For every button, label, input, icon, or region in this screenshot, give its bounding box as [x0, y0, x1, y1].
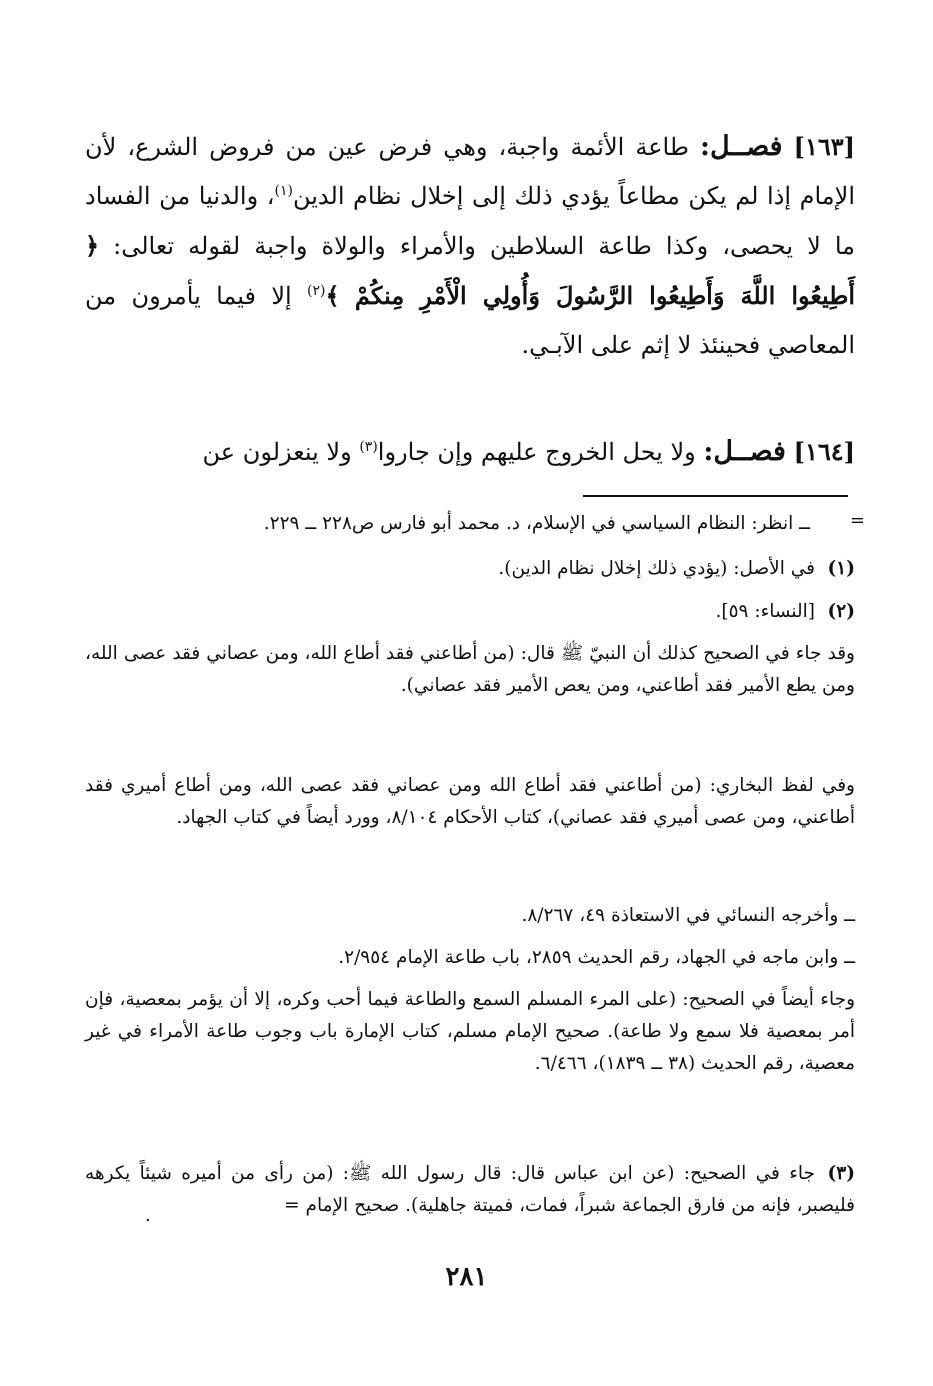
quran-close-bracket: ﴾ [325, 281, 340, 310]
footnote-2-para-1: وقد جاء في الصحيح كذلك أن النبيّ ﷺ قال: (من أطاعني فقد أطاع الله، ومن عصاني فقد عصى الله، ومن يطع الأمير فقد أطاعني، ومن يعص الأمير فقد عصاني). [85, 643, 855, 696]
section-164 [85, 427, 855, 477]
footnote-2-para-3: ــ وأخرجه النسائي في الاستعاذة ٤٩، ٨/٢٦٧. [521, 905, 855, 926]
quran-verse: أَطِيعُوا اللَّهَ وَأَطِيعُوا الرَّسُولَ وَأُولِي الْأَمْرِ مِنكُمْ [354, 281, 855, 310]
footnote-2-para-2: وفي لفظ البخاري: (من أطاعني فقد أطاع الله ومن عصاني فقد عصى الله، ومن أطاع أميري فقد أطاعني، ومن عصى أميري فقد عصاني)، كتاب الأحكام ٨/١٠٤، وورد أيضاً في كتاب الجهاد. [85, 775, 855, 828]
continuation-mark: = [849, 510, 865, 531]
section-title: فصــل: [703, 436, 786, 467]
footnote-number: (٣) [827, 1163, 855, 1184]
footnote-text: [النساء: ٥٩]. [715, 601, 815, 622]
footnote-1 [85, 553, 855, 585]
section-number: [١٦٣] [793, 132, 855, 161]
footnote-2-para-4: ــ وابن ماجه في الجهاد، رقم الحديث ٢٨٥٩، باب طاعة الإمام ٢/٩٥٤. [338, 947, 855, 968]
page-number: ٢٨١ [445, 1262, 488, 1292]
section-text: ، والدنيا من الفساد ما لا يحصى، وكذا طاعة السلاطين والأمراء والولاة واجبة لقوله تعالى: [85, 182, 855, 260]
footnote-number: (٢) [827, 601, 855, 622]
footnote-number: (١) [827, 558, 855, 579]
section-number: [١٦٤] [793, 437, 855, 466]
stray-dot: . [145, 1205, 151, 1226]
quran-open-bracket: ﴿ [85, 231, 100, 260]
section-text: ولا ينعزلون عن [202, 438, 360, 466]
footnote-ref-3[interactable]: (٣) [359, 439, 378, 455]
footnote-separator [583, 495, 848, 497]
footnote-2-para-5: وجاء أيضاً في الصحيح: (على المرء المسلم السمع والطاعة فيما أحب وكره، إلا أن يؤمر بمعصية، فإن أمر بمعصية فلا سمع ولا طاعة). صحيح الإمام مسلم، كتاب الإمارة باب وجوب طاعة الأمراء في غير معصية، رقم الحديث (٣٨ ــ ١٨٣٩)، ٦/٤٦٦. [85, 989, 855, 1074]
footnote-text: في الأصل: (يؤدي ذلك إخلال نظام الدين). [498, 558, 815, 579]
section-text: طاعة الأئمة واجبة، وهي فرض عين من فروض الشرع، لأن الإمام إذا لم يكن مطاعاً يؤدي ذلك إلى إخلال نظام الدين [85, 133, 855, 210]
footnote-2 [85, 596, 855, 628]
section-text: ولا يحل الخروج عليهم وإن جاروا [377, 438, 704, 466]
footnote-continuation: ــ انظر: النظام السياسي في الإسلام، د. محمد أبو فارس ص٢٢٨ ــ ٢٢٩. [263, 513, 810, 534]
section-title: فصــل: [700, 131, 783, 162]
footnote-text: جاء في الصحيح: (عن ابن عباس قال: قال رسول الله ﷺ: (من رأى من أميره شيئاً يكرهه فليصبر، فإنه من فارق الجماعة شبراً، فمات، فميتة جاهلية). صحيح الإمام = [85, 1163, 855, 1216]
section-text: إلا فيما يأمرون من المعاصي فحينئذ لا إثم على الآبـي. [85, 282, 855, 359]
footnote-ref-2[interactable]: (٢) [307, 283, 326, 299]
footnote-ref-1[interactable]: (١) [274, 183, 293, 199]
section-163 [85, 122, 855, 370]
footnote-3 [85, 1158, 855, 1222]
